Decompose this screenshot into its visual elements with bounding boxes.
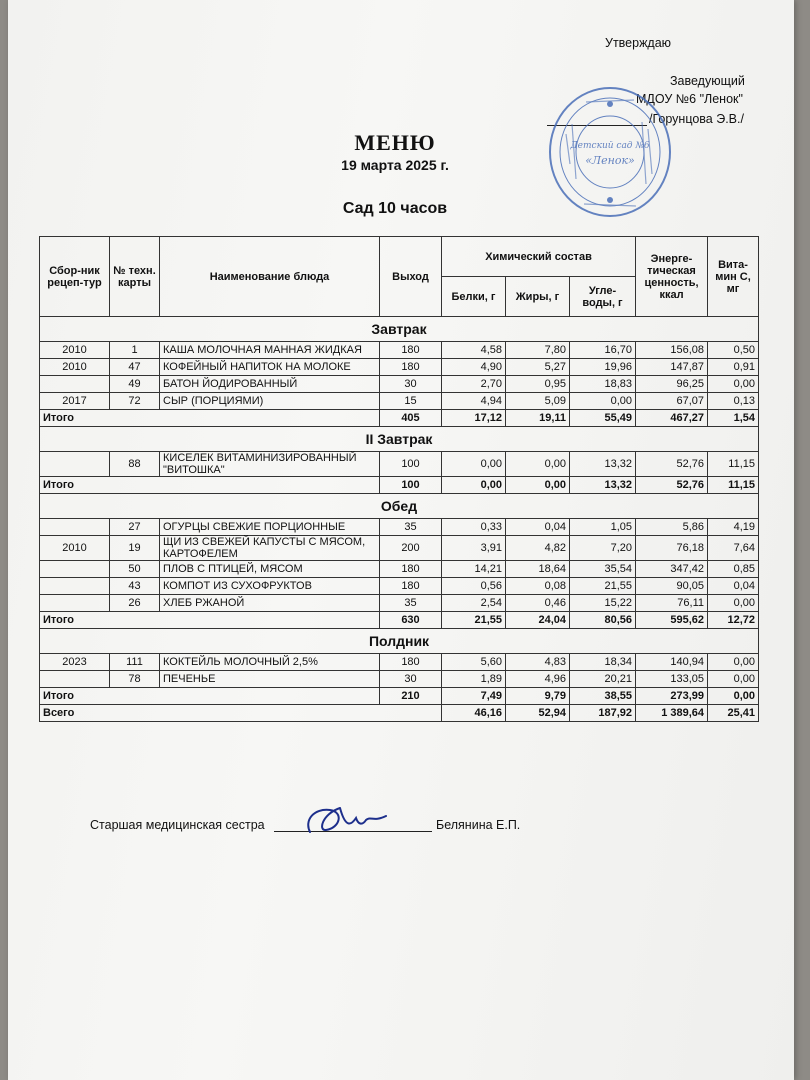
dish-name-cell: БАТОН ЙОДИРОВАННЫЙ (160, 376, 380, 393)
total-output: 630 (380, 612, 442, 629)
carbs-cell: 0,00 (570, 393, 636, 410)
energy-cell: 76,18 (636, 536, 708, 561)
section-title: II Завтрак (40, 427, 759, 452)
total-energy: 467,27 (636, 410, 708, 427)
menu-table (39, 236, 759, 722)
handwritten-signature (300, 800, 390, 840)
table-row (40, 578, 759, 595)
vitamin-cell: 0,00 (708, 671, 759, 688)
output-cell: 180 (380, 342, 442, 359)
output-cell: 100 (380, 452, 442, 477)
table-row (40, 595, 759, 612)
vitamin-cell: 4,19 (708, 519, 759, 536)
vitamin-cell: 0,50 (708, 342, 759, 359)
header-collection: Сбор-ник рецеп-тур (40, 237, 110, 317)
protein-cell: 0,00 (442, 452, 506, 477)
energy-cell: 140,94 (636, 654, 708, 671)
output-cell: 200 (380, 536, 442, 561)
dish-name-cell: ХЛЕБ РЖАНОЙ (160, 595, 380, 612)
total-row (40, 410, 759, 427)
output-cell: 30 (380, 376, 442, 393)
protein-cell: 0,56 (442, 578, 506, 595)
collection-cell (40, 376, 110, 393)
menu-body (40, 317, 759, 722)
total-protein: 21,55 (442, 612, 506, 629)
table-row (40, 561, 759, 578)
card-number-cell: 49 (110, 376, 160, 393)
fat-cell: 0,04 (506, 519, 570, 536)
energy-cell: 5,86 (636, 519, 708, 536)
collection-cell: 2010 (40, 536, 110, 561)
total-output: 405 (380, 410, 442, 427)
protein-cell: 5,60 (442, 654, 506, 671)
energy-cell: 133,05 (636, 671, 708, 688)
fat-cell: 4,96 (506, 671, 570, 688)
energy-cell: 156,08 (636, 342, 708, 359)
section-header (40, 427, 759, 452)
protein-cell: 2,70 (442, 376, 506, 393)
stamp-center-line1: Детский сад №6 (570, 141, 650, 151)
energy-cell: 67,07 (636, 393, 708, 410)
table-row (40, 671, 759, 688)
collection-cell: 2023 (40, 654, 110, 671)
grand-total-carbs: 187,92 (570, 705, 636, 722)
card-number-cell: 26 (110, 595, 160, 612)
vitamin-cell: 0,91 (708, 359, 759, 376)
total-output: 210 (380, 688, 442, 705)
section-header (40, 494, 759, 519)
card-number-cell: 88 (110, 452, 160, 477)
grand-total-row (40, 705, 759, 722)
header-fat: Жиры, г (506, 277, 570, 317)
card-number-cell: 72 (110, 393, 160, 410)
dish-name-cell: ПЕЧЕНЬЕ (160, 671, 380, 688)
energy-cell: 90,05 (636, 578, 708, 595)
carbs-cell: 18,83 (570, 376, 636, 393)
card-number-cell: 27 (110, 519, 160, 536)
protein-cell: 4,90 (442, 359, 506, 376)
carbs-cell: 35,54 (570, 561, 636, 578)
fat-cell: 5,27 (506, 359, 570, 376)
total-vitamin: 0,00 (708, 688, 759, 705)
menu-date: 19 марта 2025 г. (341, 157, 449, 173)
protein-cell: 0,33 (442, 519, 506, 536)
energy-cell: 52,76 (636, 452, 708, 477)
protein-cell: 4,58 (442, 342, 506, 359)
fat-cell: 5,09 (506, 393, 570, 410)
table-row (40, 393, 759, 410)
fat-cell: 0,00 (506, 452, 570, 477)
header-card: № техн. карты (110, 237, 160, 317)
output-cell: 35 (380, 595, 442, 612)
total-fat: 0,00 (506, 477, 570, 494)
collection-cell (40, 561, 110, 578)
approval-org: МДОУ №6 "Ленок" (636, 92, 743, 106)
total-fat: 9,79 (506, 688, 570, 705)
section-title: Обед (40, 494, 759, 519)
document-title: МЕНЮ (354, 130, 436, 155)
total-protein: 7,49 (442, 688, 506, 705)
dish-name-cell: ПЛОВ С ПТИЦЕЙ, МЯСОМ (160, 561, 380, 578)
total-vitamin: 1,54 (708, 410, 759, 427)
header-output: Выход (380, 237, 442, 317)
grand-total-fat: 52,94 (506, 705, 570, 722)
total-protein: 17,12 (442, 410, 506, 427)
total-carbs: 80,56 (570, 612, 636, 629)
table-row (40, 376, 759, 393)
total-row (40, 477, 759, 494)
total-label: Итого (40, 477, 380, 494)
vitamin-cell: 0,13 (708, 393, 759, 410)
header-dish: Наименование блюда (160, 237, 380, 317)
card-number-cell: 47 (110, 359, 160, 376)
card-number-cell: 1 (110, 342, 160, 359)
header-carbs: Угле-воды, г (570, 277, 636, 317)
fat-cell: 4,83 (506, 654, 570, 671)
carbs-cell: 16,70 (570, 342, 636, 359)
total-fat: 19,11 (506, 410, 570, 427)
output-cell: 35 (380, 519, 442, 536)
table-row (40, 654, 759, 671)
energy-cell: 76,11 (636, 595, 708, 612)
dish-name-cell: КОМПОТ ИЗ СУХОФРУКТОВ (160, 578, 380, 595)
grand-total-protein: 46,16 (442, 705, 506, 722)
total-vitamin: 11,15 (708, 477, 759, 494)
output-cell: 180 (380, 359, 442, 376)
total-vitamin: 12,72 (708, 612, 759, 629)
total-row (40, 612, 759, 629)
header-chem: Химический состав (442, 237, 636, 277)
total-energy: 52,76 (636, 477, 708, 494)
collection-cell (40, 595, 110, 612)
signer-name: Белянина Е.П. (436, 818, 521, 832)
header-vitamin: Вита-мин С, мг (708, 237, 759, 317)
protein-cell: 2,54 (442, 595, 506, 612)
total-carbs: 55,49 (570, 410, 636, 427)
output-cell: 180 (380, 654, 442, 671)
dish-name-cell: СЫР (ПОРЦИЯМИ) (160, 393, 380, 410)
total-label: Итого (40, 688, 380, 705)
total-energy: 273,99 (636, 688, 708, 705)
grand-total-energy: 1 389,64 (636, 705, 708, 722)
output-cell: 30 (380, 671, 442, 688)
section-title: Полдник (40, 629, 759, 654)
protein-cell: 3,91 (442, 536, 506, 561)
carbs-cell: 21,55 (570, 578, 636, 595)
approval-position: Заведующий (670, 74, 745, 88)
energy-cell: 347,42 (636, 561, 708, 578)
vitamin-cell: 0,85 (708, 561, 759, 578)
dish-name-cell: КОКТЕЙЛЬ МОЛОЧНЫЙ 2,5% (160, 654, 380, 671)
table-row (40, 519, 759, 536)
collection-cell (40, 452, 110, 477)
fat-cell: 4,82 (506, 536, 570, 561)
protein-cell: 4,94 (442, 393, 506, 410)
total-row (40, 688, 759, 705)
total-label: Итого (40, 612, 380, 629)
vitamin-cell: 0,00 (708, 595, 759, 612)
collection-cell (40, 519, 110, 536)
dish-name-cell: КИСЕЛЕК ВИТАМИНИЗИРОВАННЫЙ "ВИТОШКА" (160, 452, 380, 477)
dish-name-cell: КАША МОЛОЧНАЯ МАННАЯ ЖИДКАЯ (160, 342, 380, 359)
grand-total-label: Всего (40, 705, 442, 722)
total-energy: 595,62 (636, 612, 708, 629)
fat-cell: 0,08 (506, 578, 570, 595)
dish-name-cell: ОГУРЦЫ СВЕЖИЕ ПОРЦИОННЫЕ (160, 519, 380, 536)
total-carbs: 38,55 (570, 688, 636, 705)
energy-cell: 147,87 (636, 359, 708, 376)
grand-total-vitamin: 25,41 (708, 705, 759, 722)
protein-cell: 14,21 (442, 561, 506, 578)
card-number-cell: 111 (110, 654, 160, 671)
total-carbs: 13,32 (570, 477, 636, 494)
carbs-cell: 1,05 (570, 519, 636, 536)
vitamin-cell: 11,15 (708, 452, 759, 477)
carbs-cell: 15,22 (570, 595, 636, 612)
collection-cell: 2010 (40, 342, 110, 359)
total-protein: 0,00 (442, 477, 506, 494)
vitamin-cell: 0,00 (708, 376, 759, 393)
table-row (40, 359, 759, 376)
fat-cell: 0,95 (506, 376, 570, 393)
carbs-cell: 20,21 (570, 671, 636, 688)
card-number-cell: 78 (110, 671, 160, 688)
output-cell: 180 (380, 578, 442, 595)
energy-cell: 96,25 (636, 376, 708, 393)
carbs-cell: 7,20 (570, 536, 636, 561)
card-number-cell: 19 (110, 536, 160, 561)
table-row (40, 452, 759, 477)
output-cell: 180 (380, 561, 442, 578)
fat-cell: 7,80 (506, 342, 570, 359)
signer-role: Старшая медицинская сестра (90, 818, 265, 832)
carbs-cell: 19,96 (570, 359, 636, 376)
stamp-center-line2: «Ленок» (585, 154, 635, 167)
collection-cell: 2017 (40, 393, 110, 410)
vitamin-cell: 0,00 (708, 654, 759, 671)
collection-cell (40, 578, 110, 595)
section-title: Завтрак (40, 317, 759, 342)
header-protein: Белки, г (442, 277, 506, 317)
dish-name-cell: ЩИ ИЗ СВЕЖЕЙ КАПУСТЫ С МЯСОМ, КАРТОФЕЛЕМ (160, 536, 380, 561)
carbs-cell: 18,34 (570, 654, 636, 671)
approval-heading: Утверждаю (605, 36, 672, 50)
protein-cell: 1,89 (442, 671, 506, 688)
collection-cell (40, 671, 110, 688)
section-header (40, 317, 759, 342)
vitamin-cell: 7,64 (708, 536, 759, 561)
menu-subtitle: Сад 10 часов (342, 200, 448, 217)
header-energy: Энерге-тическая ценность, ккал (636, 237, 708, 317)
output-cell: 15 (380, 393, 442, 410)
table-row (40, 342, 759, 359)
fat-cell: 0,46 (506, 595, 570, 612)
total-label: Итого (40, 410, 380, 427)
vitamin-cell: 0,04 (708, 578, 759, 595)
total-output: 100 (380, 477, 442, 494)
collection-cell: 2010 (40, 359, 110, 376)
table-row (40, 536, 759, 561)
approval-name: /Горунцова Э.В./ (649, 112, 744, 126)
card-number-cell: 43 (110, 578, 160, 595)
total-fat: 24,04 (506, 612, 570, 629)
carbs-cell: 13,32 (570, 452, 636, 477)
fat-cell: 18,64 (506, 561, 570, 578)
dish-name-cell: КОФЕЙНЫЙ НАПИТОК НА МОЛОКЕ (160, 359, 380, 376)
card-number-cell: 50 (110, 561, 160, 578)
section-header (40, 629, 759, 654)
